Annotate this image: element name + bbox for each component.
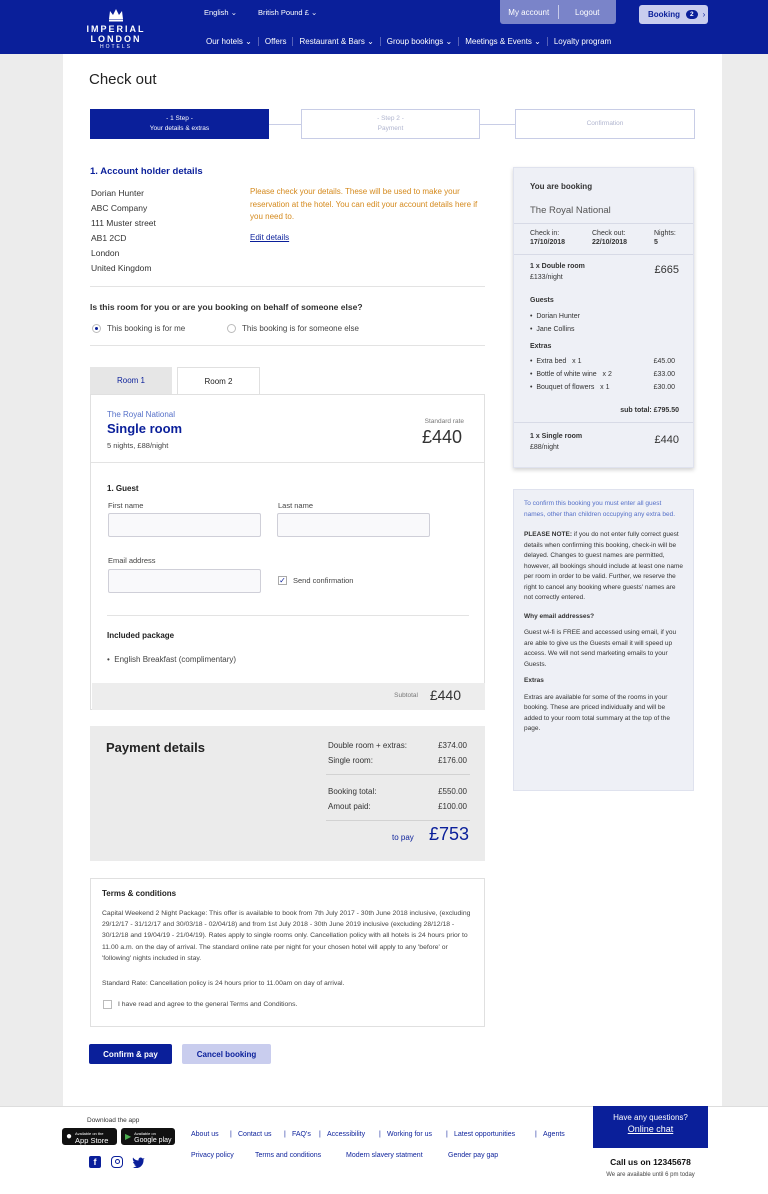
booking-summary-panel <box>513 167 694 468</box>
instagram-icon[interactable] <box>111 1156 123 1168</box>
info-note-label: PLEASE NOTE: <box>524 531 573 538</box>
first-name-input[interactable] <box>108 513 261 537</box>
chevron-down-icon: ⌄ <box>310 8 318 17</box>
app-store-label: App Store <box>75 1135 109 1145</box>
nav-item-loyalty[interactable]: Loyalty program <box>547 37 617 46</box>
brand-name: IMPERIAL LONDON <box>86 24 146 44</box>
address-line: London <box>91 248 120 258</box>
info-note <box>524 530 683 604</box>
footer-link-about[interactable]: About us <box>191 1131 219 1138</box>
package-item: • English Breakfast (complimentary) <box>107 655 237 664</box>
checkout-date: 22/10/2018 <box>592 239 628 246</box>
footer-link-privacy[interactable]: Privacy policy <box>191 1152 234 1159</box>
questions-label: Have any questions? <box>613 1113 688 1122</box>
divider <box>514 254 693 255</box>
nav-label: Meetings & Events <box>465 37 532 46</box>
payment-row-value: £374.00 <box>438 741 467 750</box>
last-name-input[interactable] <box>277 513 430 537</box>
info-intro: To confirm this booking you must enter all guest names, other than children occupying any extra bed. <box>524 500 676 518</box>
step-confirmation <box>515 109 695 139</box>
extra-qty: x 2 <box>602 371 612 378</box>
step-number: - Step 2 - <box>377 115 404 122</box>
brand-logo[interactable] <box>60 6 172 50</box>
step-title: Your details & extras <box>149 125 210 132</box>
nav-item-group-bookings[interactable]: Group bookings ⌄ <box>380 37 458 46</box>
extra-name: Bottle of white wine <box>536 371 597 378</box>
app-store-small: Available on the <box>75 1130 104 1136</box>
play-icon: ▶ <box>125 1132 132 1141</box>
online-chat-link[interactable]: Online chat <box>627 1124 674 1134</box>
nights-label: Nights: <box>654 230 676 237</box>
payment-row-value: £550.00 <box>438 787 467 796</box>
terms-standard: Standard Rate: Cancellation policy is 24 hours prior to 11.00am on day of arrival. <box>102 980 345 987</box>
step-title: Payment <box>377 125 404 132</box>
link-separator: | <box>446 1131 448 1138</box>
extra-item: • Bouquet of flowers x 1 <box>530 384 610 391</box>
summary-room1-price: £665 <box>654 264 679 276</box>
guest-name: Jane Collins <box>536 326 575 333</box>
payment-row-label: Amout paid: <box>328 802 371 811</box>
step-payment <box>301 109 480 139</box>
payment-heading: Payment details <box>106 740 205 755</box>
info-extras-heading: Extras <box>524 677 544 684</box>
account-address <box>91 186 156 276</box>
divider <box>514 223 693 224</box>
email-input[interactable] <box>108 569 261 593</box>
app-store-badge[interactable] <box>62 1128 117 1145</box>
package-heading: Included package <box>107 631 175 640</box>
room-details-panel <box>90 394 485 710</box>
questions-box <box>593 1106 708 1148</box>
footer-link-working[interactable]: Working for us <box>387 1131 432 1138</box>
extra-name: Extra bed <box>536 358 567 365</box>
step-connector <box>480 124 516 125</box>
last-name-label: Last name <box>278 501 314 510</box>
page-title: Check out <box>89 71 157 88</box>
email-label: Email address <box>108 556 156 565</box>
account-bar <box>500 0 616 24</box>
address-line: Dorian Hunter <box>91 188 144 198</box>
tab-room-1[interactable]: Room 1 <box>90 367 172 394</box>
summary-heading: You are booking <box>530 182 593 191</box>
address-line: AB1 2CD <box>91 233 127 243</box>
nav-item-meetings-events[interactable]: Meetings & Events ⌄ <box>458 37 547 46</box>
room-name: Single room <box>107 421 183 436</box>
available-hours: We are available until 6 pm today <box>606 1172 695 1178</box>
booking-cart-button[interactable] <box>639 5 708 24</box>
subtotal-value: £440 <box>429 687 461 703</box>
booking-label: Booking <box>648 10 680 19</box>
divider <box>90 286 485 287</box>
step-title: Confirmation <box>586 120 624 127</box>
booking-count-badge: 2 <box>686 10 698 19</box>
google-play-small: Available on <box>134 1130 156 1136</box>
main-nav <box>200 37 617 46</box>
address-line: United Kingdom <box>91 263 152 273</box>
nav-item-offers[interactable]: Offers <box>258 37 293 46</box>
step-number: - 1 Step - <box>166 115 193 122</box>
room-nights: 5 nights, £88/night <box>107 441 169 450</box>
chevron-down-icon: ⌄ <box>230 8 237 17</box>
guest-item: • Jane Collins <box>530 326 575 333</box>
footer-link-terms[interactable]: Terms and conditions <box>255 1152 322 1159</box>
subtotal-label: Subtotal <box>394 692 418 699</box>
footer-link-contact[interactable]: Contact us <box>238 1131 272 1138</box>
link-separator: | <box>230 1131 232 1138</box>
language-value: English <box>204 8 229 17</box>
guest-item: • Dorian Hunter <box>530 313 580 320</box>
first-name-label: First name <box>108 501 144 510</box>
extra-item: • Extra bed x 1 <box>530 358 582 365</box>
payment-details-panel <box>90 726 485 861</box>
room-rate-label: Standard rate <box>424 418 464 425</box>
my-account-link[interactable]: My account <box>508 7 550 17</box>
extra-price: £33.00 <box>653 371 675 378</box>
address-line: ABC Company <box>91 203 148 213</box>
extra-price: £45.00 <box>653 358 675 365</box>
edit-details-link[interactable]: Edit details <box>250 233 290 242</box>
checkin-label: Check in: <box>530 230 560 237</box>
payment-row-label: Double room + extras: <box>328 741 407 750</box>
summary-hotel: The Royal National <box>530 205 611 216</box>
currency-value: British Pound £ <box>258 8 309 17</box>
payment-row-value: £100.00 <box>438 802 467 811</box>
divider <box>326 820 470 821</box>
extras-heading: Extras <box>530 343 552 350</box>
link-separator: | <box>284 1131 286 1138</box>
google-play-label: Google play <box>134 1136 172 1144</box>
summary-room2: 1 x Single room <box>530 433 583 440</box>
package-item-label: English Breakfast (complimentary) <box>114 655 237 664</box>
room-price: £440 <box>421 427 462 447</box>
booking-for-question: Is this room for you or are you booking on behalf of someone else? <box>90 302 363 312</box>
nights-value: 5 <box>654 239 658 246</box>
divider <box>326 774 470 775</box>
radio-booking-for-someone-else[interactable] <box>227 324 359 333</box>
radio-label: This booking is for me <box>107 324 186 333</box>
brand-sub: HOTELS <box>99 44 132 50</box>
extra-name: Bouquet of flowers <box>536 384 595 391</box>
info-why: Guest wi-fi is FREE and accessed using email, if you are able to give us the Guests email it will speed up access. We will not send marketing emails to your Guests. <box>524 629 677 668</box>
payment-row-label: Single room: <box>328 756 373 765</box>
booking-info-panel <box>513 489 694 791</box>
account-heading: 1. Account holder details <box>90 166 203 177</box>
nav-label: Restaurant & Bars <box>299 37 365 46</box>
send-confirmation-label: Send confirmation <box>293 576 354 585</box>
summary-room2-price: £440 <box>654 434 679 446</box>
instagram-lens <box>115 1159 120 1164</box>
radio-label: This booking is for someone else <box>242 324 359 333</box>
guests-heading: Guests <box>530 297 554 304</box>
guest-heading: 1. Guest <box>107 484 139 493</box>
tab-room-2[interactable]: Room 2 <box>177 367 260 395</box>
radio-booking-for-me[interactable] <box>92 324 185 333</box>
guest-name: Dorian Hunter <box>536 313 580 320</box>
info-extras: Extras are available for some of the rooms in your booking. These are priced individually and will be added to your room total summary at the top of the page. <box>524 693 670 732</box>
summary-room1-rate: £133/night <box>530 274 563 281</box>
cancel-booking-button[interactable]: Cancel booking <box>182 1044 271 1064</box>
terms-heading: Terms & conditions <box>102 889 177 898</box>
link-separator: | <box>535 1131 537 1138</box>
extra-price: £30.00 <box>653 384 675 391</box>
facebook-icon[interactable]: f <box>89 1156 101 1168</box>
step-details <box>90 109 269 139</box>
footer-link-opportunities[interactable]: Latest opportunities <box>454 1131 516 1138</box>
checkout-label: Check out: <box>592 230 626 237</box>
footer-link-faq[interactable]: FAQ's <box>292 1131 311 1138</box>
chevron-right-icon: › <box>702 10 706 19</box>
call-us: Call us on 12345678 <box>610 1157 691 1167</box>
terms-agree-label: I have read and agree to the general Terms and Conditions. <box>118 1001 298 1008</box>
extra-qty: x 1 <box>572 358 582 365</box>
apple-icon: ● <box>66 1131 73 1142</box>
footer-link-agents[interactable]: Agents <box>543 1131 565 1138</box>
radio-empty-icon <box>227 324 236 333</box>
twitter-icon[interactable] <box>132 1156 145 1168</box>
extra-item: • Bottle of white wine x 2 <box>530 371 612 378</box>
download-app-label: Download the app <box>87 1117 140 1124</box>
terms-agree-checkbox[interactable] <box>103 1000 112 1009</box>
divider <box>107 615 469 616</box>
info-note-text: if you do not enter fully correct guest details when confirming this booking, check-in will be delayed. Changes to guest names are permitted, however, all bookings should include at least one name per room in order to be valid. Further, we reserve the right to cancel any booking where guests' names are not correctly entered. <box>524 531 683 601</box>
info-why-heading: Why email addresses? <box>524 612 595 620</box>
link-separator: | <box>379 1131 381 1138</box>
top-header <box>0 0 768 54</box>
step-connector <box>269 124 302 125</box>
google-play-text <box>134 1130 171 1144</box>
terms-panel <box>90 878 485 1027</box>
divider <box>91 462 484 463</box>
google-play-badge[interactable] <box>121 1128 175 1145</box>
room-subtotal-bar <box>92 683 485 710</box>
divider <box>90 345 485 346</box>
footer-link-gender-pay[interactable]: Gender pay gap <box>448 1152 499 1159</box>
nav-item-our-hotels[interactable]: Our hotels ⌄ <box>206 37 252 46</box>
divider <box>514 422 693 423</box>
language-select[interactable] <box>204 8 237 17</box>
checkin-date: 17/10/2018 <box>530 239 566 246</box>
summary-subtotal: sub total: £795.50 <box>620 407 679 414</box>
room-hotel-name: The Royal National <box>107 410 176 419</box>
extra-qty: x 1 <box>600 384 610 391</box>
nav-item-restaurant-bars[interactable]: Restaurant & Bars ⌄ <box>292 37 379 46</box>
terms-body: Capital Weekend 2 Night Package: This offer is available to book from 7th July 2017 - 30th June 2018 inclusive, (excluding 29/12/17 - 31/12/17 and 30/03/18 - 02/04/18) and from 1st July 2018 - 30th June 2019 inclusive (excluding 28/12/18 - 30/12/18 and 19/04/19 - 21/04/19). Rates apply to single rooms only. Cancellation policy with all hotels is 24 hours prior to 11.00 a.m. on the day of arrival. The standard online rate per night for your chosen hotel will apply to any 'before' or 'following' nights included in stay. <box>102 910 471 962</box>
link-separator: | <box>319 1131 321 1138</box>
summary-room2-rate: £88/night <box>530 444 559 451</box>
footer-link-accessibility[interactable]: Accessibility <box>327 1131 366 1138</box>
account-notice: Please check your details. These will be used to make your reservation at the hotel. You can edit your account details here if you need to. <box>250 187 478 221</box>
payment-row-value: £176.00 <box>438 756 467 765</box>
crown-crest-icon <box>107 6 125 22</box>
radio-selected-icon <box>92 324 101 333</box>
logout-link[interactable]: Logout <box>575 7 600 17</box>
app-store-text <box>75 1130 108 1144</box>
footer-link-slavery[interactable]: Modern slavery statment <box>346 1152 423 1159</box>
nav-label: Our hotels <box>206 37 243 46</box>
nav-label: Group bookings <box>386 37 444 46</box>
summary-room1: 1 x Double room <box>530 263 585 270</box>
to-pay-label: to pay <box>392 833 414 842</box>
payment-row-label: Booking total: <box>328 787 377 796</box>
send-confirmation-checkbox[interactable]: ✓ <box>279 576 286 585</box>
address-line: 111 Muster street <box>91 218 156 228</box>
confirm-pay-button[interactable]: Confirm & pay <box>89 1044 172 1064</box>
to-pay-value: £753 <box>428 824 469 844</box>
currency-select[interactable] <box>258 8 317 17</box>
